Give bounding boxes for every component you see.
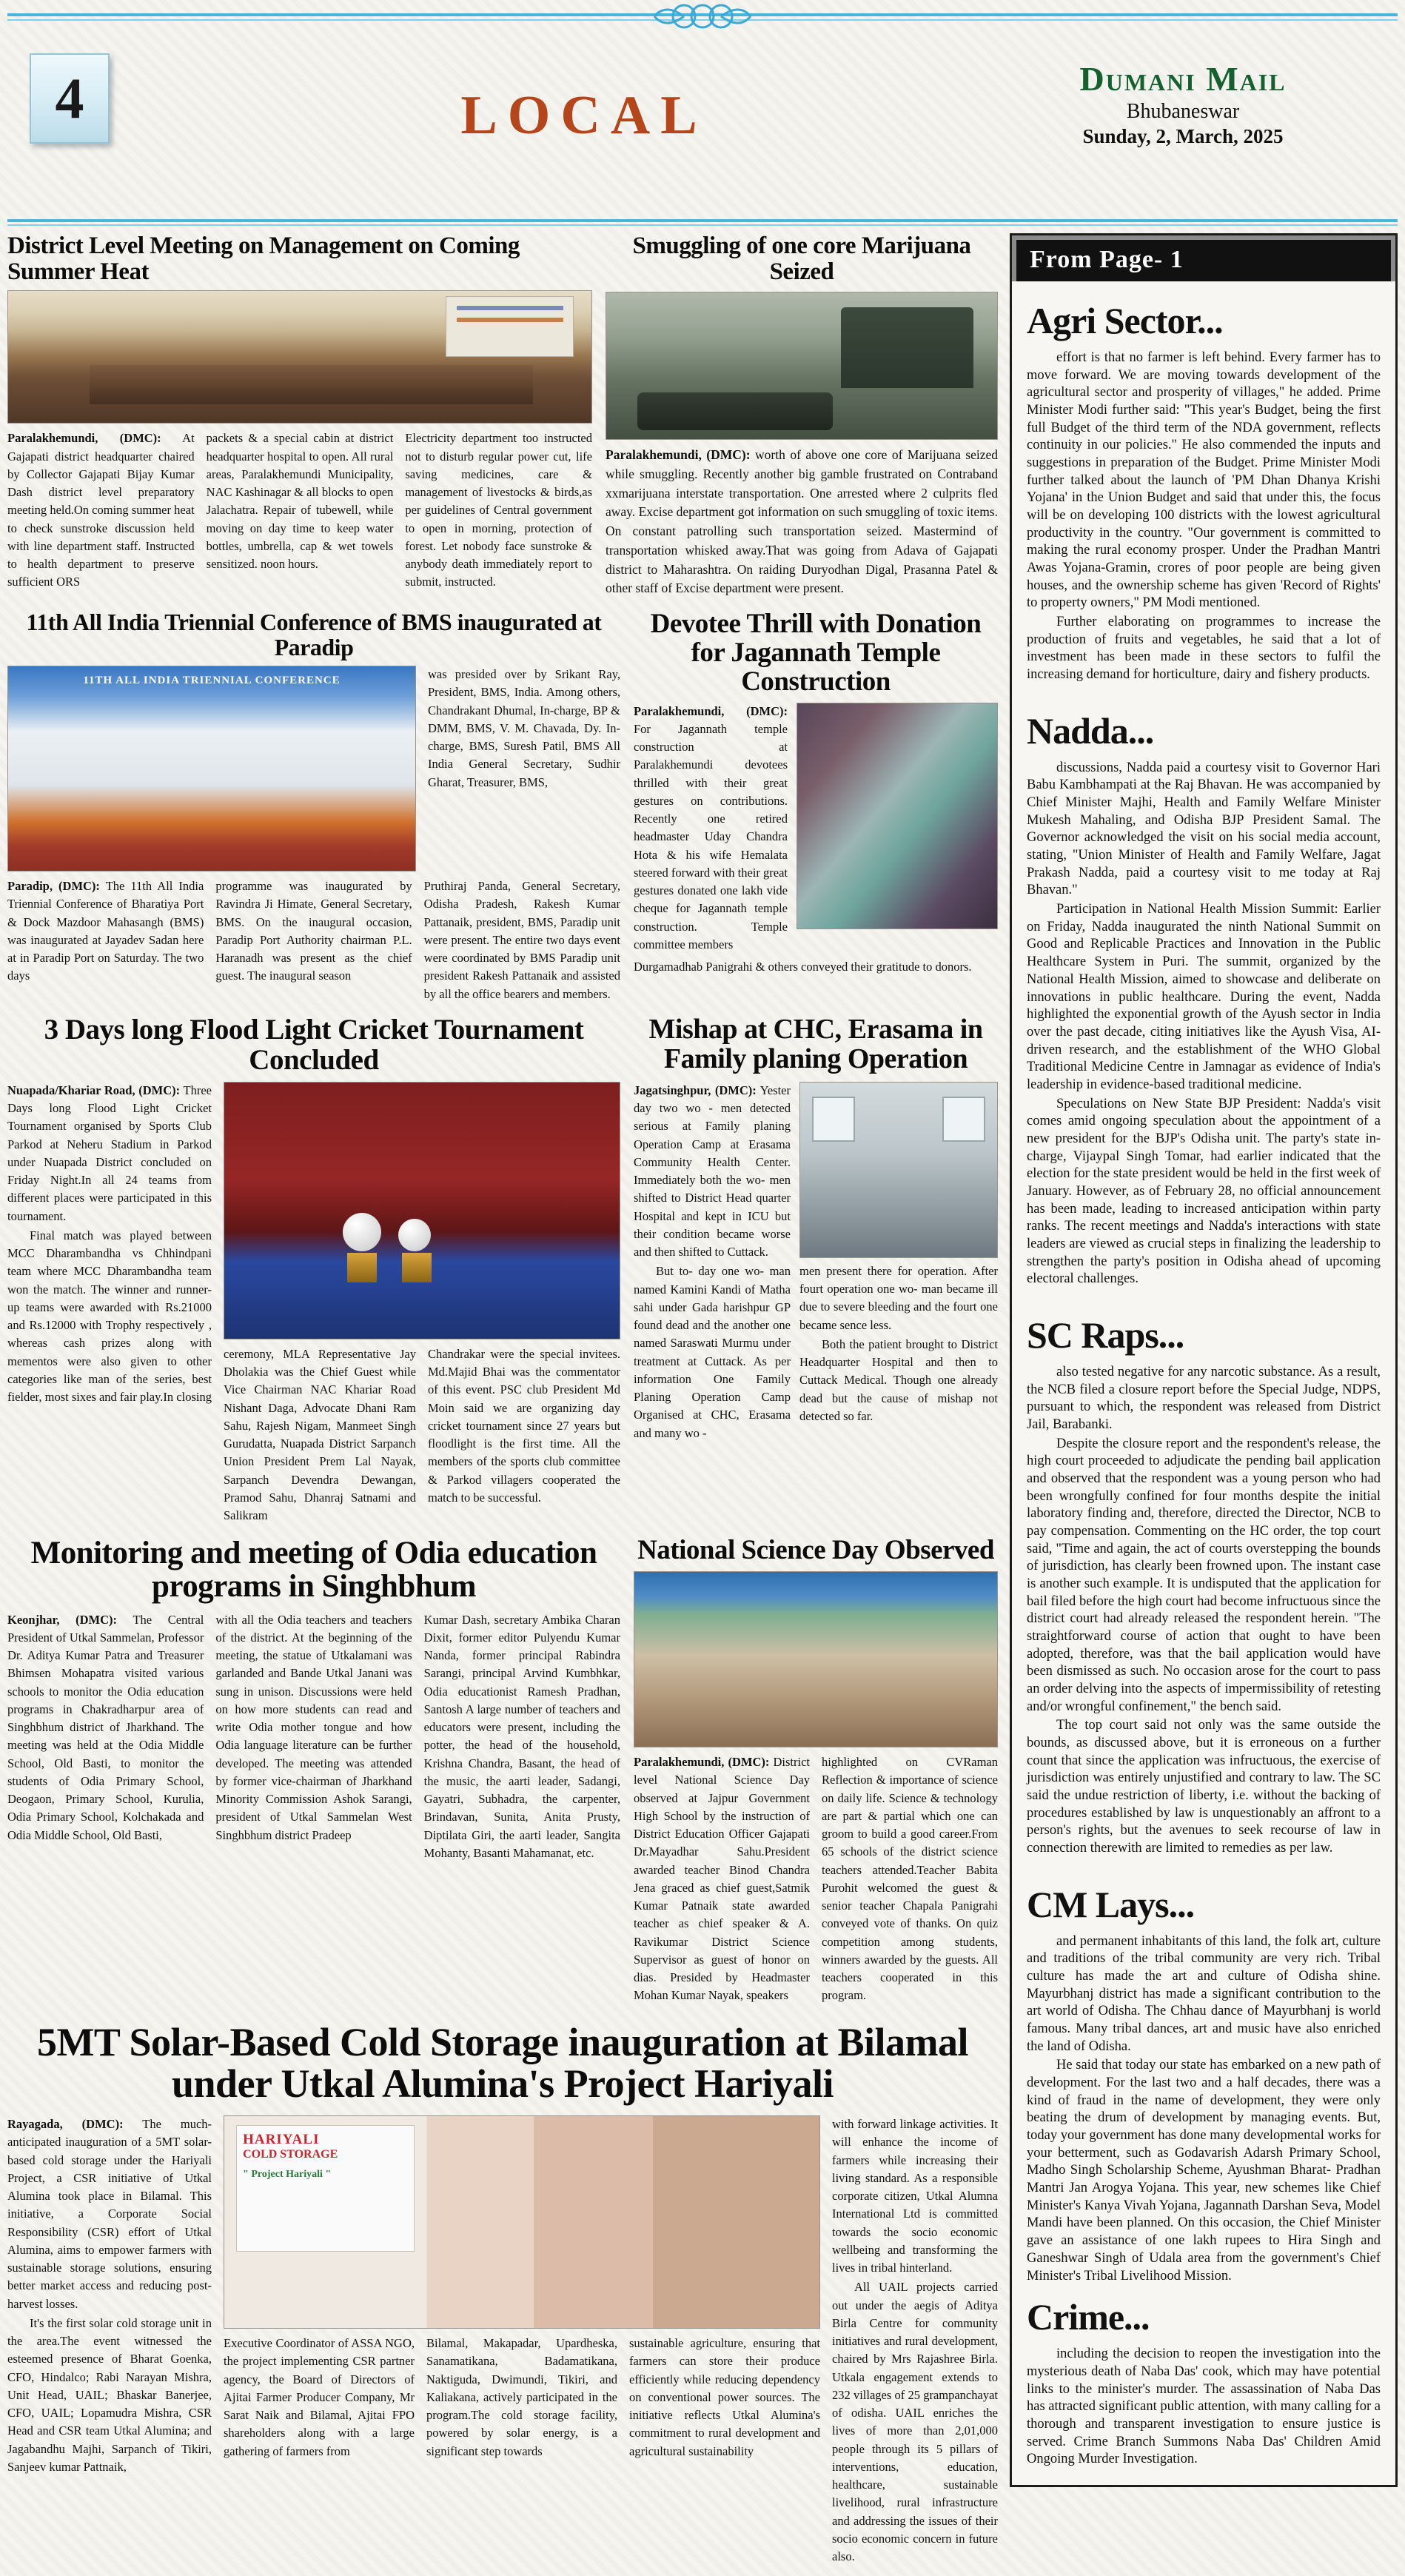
masthead-block — [976, 40, 1390, 148]
column-text: Three Days long Flood Light Cricket Tournament organised by Sports Club Parkod at Neheru Stadium in Parkod under Nuapada District concluded on Friday Night.In all 24 teams from different places were participated in this tournament. — [7, 1083, 212, 1223]
column-paragraph-2: All UAIL projects carried out under the aegis of Aditya Birla Centre for community initiatives and rural development, chaired by Mrs Rajashree Birla. Utkala engagement extends to 232 villages of 25 grampanchayat of odisha. UAIL enriches the lives of more than 2,01,000 people through its 5 pillars of interventions, education, healthcare, sustainable livelihood, rural infrastructure and addressing the issues of their socio economic concern in future also. — [832, 2280, 998, 2564]
continuation-title-crime: Crime... — [1027, 2296, 1150, 2338]
science-day-photo — [634, 1571, 998, 1747]
article-column-1 — [634, 1753, 810, 2005]
masthead-title: Dumani Mail — [1079, 60, 1287, 98]
continuation-paragraph: Participation in National Health Mission Summit: Earlier on Friday, Nadda inaugurated the ninth National Summit on Good and Replicable Practices and Innovation in the Public Healthcare System in Puri. The summit, organized by the National Health Mission, aimed to showcase and deliberate on innovations in public healthcare. During the event, Nadda highlighted the exponential growth of the Ayush sector in India over the past decade, citing initiatives like the Ayush Visa, AI-driven research, and the establishment of the WHO Global Traditional Medicine Centre in Jamnagar as evidence of India's leadership in evidence-based traditional medicine. — [1027, 902, 1381, 1092]
bms-photo-and-side-column — [7, 666, 620, 872]
bms-conference-photo — [7, 666, 416, 872]
article-columns — [7, 877, 620, 1003]
article-column-2: programme was inaugurated by Ravindra Ji Himate, General Secretary, BMS. On the inaugural occasion, Paradip Port Authority chairman P.L. Haranadh was present as the chief guest. The inaugural season — [215, 879, 412, 983]
article-column-1 — [634, 1082, 791, 1442]
cold-storage-photo — [224, 2115, 820, 2329]
solar-photo-block — [224, 2115, 820, 2566]
article-headline: 11th All India Triennial Conference of BMS inaugurated at Paradip — [26, 609, 602, 660]
column-paragraph-2: Final match was played between MCC Dharambandha vs Chhindpani team where MCC Dharambandha team won the match. The winner and runner-up teams were awarded with Rs.21000 and Rs.12000 with Trophy respectively , whereas cash prizes along with mementos were also given to other categories like man of the series, best fielder, most sixes and fair play.In closing — [7, 1228, 212, 1405]
article-column-3: Kumar Dash, secretary Ambika Charan Dixit, former editor Pulyendu Kumar Nanda, former principal Rabindra Sarangi, principal Arvind Kumbhkar, Odia educationist Ramesh Pradhan, Santosh A large number of teachers and educators were present, including the potter, the head of the household, Krishna Chandra, Basant, the head of the music, the aarti leader, Sadangi, Gayatri, Subhadra, the carpenter, Brindavan, Sunita, Anita Prusty, Diptilata Giri, the aarti leader, Sangita Mohanty, Basanti Mahamanat, etc. — [423, 1612, 620, 1860]
from-page1-body — [1012, 281, 1395, 2485]
article-column-1 — [634, 703, 788, 954]
photo-window-shape-2 — [942, 1097, 986, 1142]
knot-ornament-icon — [632, 0, 773, 34]
marijuana-seizure-photo — [606, 292, 998, 440]
solar-photo-banner — [236, 2125, 415, 2252]
bms-photo-banner: 11TH ALL INDIA TRIENNIAL CONFERENCE — [83, 675, 341, 687]
article-side-column: was presided over by Srikant Ray, President, BMS, India. Among others, Chandrakant Dhumal, In-charge, BP & DMM, BMS, V. M. Chavada, Dy. In-charge, BMS, Suresh Patil, BMS All India General Secretary, Sudhir Gharat, Treasurer, BMS, — [428, 667, 620, 789]
article-column-1 — [7, 1611, 204, 1863]
article-column-4: sustainable agriculture, ensuring that farmers can store their produce efficiently while reducing dependency on conventional power sources. The initiative reflects Utkal Alumina's commitment to rural development and agricultural sustainability — [629, 2336, 820, 2458]
devotee-text-and-photo — [634, 703, 998, 954]
article-column-2: packets & a special cabin at district headquarter hospital to open. All rural areas, Paralakhemundi Municipality, NAC Kashinagar & all blocks to open Jalachatra. Repair of tubewell, while moving on day time to keep water bottles, umbrella, cap & wet towels sensitized. noon hours. — [206, 431, 394, 572]
continuation-title-nadda: Nadda... — [1027, 709, 1154, 752]
column-text: For Jagannath temple construction at Paralakhemundi devotees thrilled with their great gestures on contributions. Recently one retired headmaster Uday Chandra Hota & his wife Hemalata steered forward with their great gestures donated one lakh vide cheque for Jagannath temple construction. Temple committee members — [634, 721, 788, 951]
dateline: Keonjhar, (DMC): — [7, 1612, 118, 1627]
page-number-box — [30, 53, 110, 144]
column-text: Yester day two wo - men detected serious at Family planing Operation Camp at Erasama Community Health Center. Immediately both the wo- men shifted to District Head quarter Hospital and kept in ICU but their condition became worse and then shifted to Cuttack. — [634, 1083, 791, 1259]
article-column-2: Executive Coordinator of ASSA NGO, the project implementing CSR partner agency, the Board of Directors of Ajitai Farmer Producer Company, Mr Sarat Naik and Bilamal, Ajitai FPO shareholders along with a large gathering of farmers from — [224, 2336, 415, 2458]
column-paragraph-1 — [7, 1082, 212, 1225]
mishap-photo-block — [799, 1082, 998, 1442]
article-column-1 — [7, 1082, 212, 1525]
article-headline: Monitoring and meeting of Odia education programs in Singhbhum — [30, 1536, 597, 1605]
trophy-base-shape — [347, 1253, 377, 1282]
ambulance-photo — [799, 1082, 998, 1258]
continuation-paragraph: Despite the closure report and the respondent's release, the high court proceeded to adjudicate the pending bail application and observed that the respondent was a young person who had been wrongfully confined for four months despite the initial laboratory finding and, therefore, directed the Director, NCB to pay compensation. Commenting on the HC order, the top court said, "Time and again, the act of courts overstepping the bounds of jurisdiction, has clearly been frowned upon. The instant case is another such example. It is undisputed that the application for bail filed before the high court had become infructuous since the district court had already released the respondent herein. "The straightforward course of action that ought to have been adopted, therefore, was that the bail application would have been dismissed as such. No occasion arose for the court to pass an order delving into the aspects of impermissibility of retesting and/or wrongful confinement," the bench said. — [1027, 1436, 1381, 1714]
article-headline: National Science Day Observed — [637, 1535, 994, 1566]
photo-table-shape — [90, 365, 533, 404]
article-headline: Devotee Thrill with Donation for Jagannath Temple Construction — [650, 609, 982, 697]
article-column-2: ceremony, MLA Representative Jay Dholakia was the Chief Guest while Vice Chairman NAC Khariar Road Nishant Daga, Advocate Dhani Ram Sahu, Rajesh Nigam, Manmeet Singh Gurudatta, Nuapada District Sarpanch Union President Prem Lal Nayak, Sarpanch Devendra Dewangan, Pramod Sahu, Dhanraj Satnami and Salikram — [224, 1346, 416, 1523]
solar-lower-columns — [224, 2335, 820, 2460]
column-text: At Gajapati district headquarter chaired by Collector Gajapati Bijay Kumar Dash district level preparatory meeting held.On coming summer heat to check sunstroke discussion held with line department staff. Instructed to health department to preserve sufficient ORS — [7, 431, 195, 589]
dateline: Nuapada/Khariar Road, (DMC): — [7, 1083, 181, 1097]
from-page1-column — [1010, 233, 1398, 2487]
column-text: The 11th All India Triennial Conference of Bharatiya Port & Dock Mazdoor Mahasangh (BMS) was inaugurated at Jayadev Sadan here at in Paradip Port on Saturday. The two days — [7, 879, 204, 983]
dateline: Paralakhemundi, (DMC): — [634, 1755, 770, 1770]
article-column-2: highlighted on CVRaman Reflection & importance of science on daily life. Science & technology are part & partial which one can groom to build a good career.From 65 schools of the district science teachers attended.Teacher Babita Purohit welcomed the guest & senior teacher Chapala Panigrahi conveyed vote of thanks. On quiz competition among students, winners awarded by the guests. All teachers cooperated in this program. — [822, 1755, 998, 2003]
continuation-paragraph: effort is that no farmer is left behind. Every farmer has to move forward. We are moving towards development of the agricultural sector and prosperity of villages," he added. Prime Minister Modi further said: "This year's Budget, being the first full Budget of the third term of the NDA government, reflects continuity in our policies." He also commended the inputs and suggestions in preparation of the Budget. Prime Minister Modi further talked about the launch of 'PM Dhan Dhanya Krishi Yojana' in the Union Budget and said that under this, the focus will be on developing 100 districts with the lowest agricultural productivity in the country. "Our government is committed to making the rural economy prosper. Under the Pradhan Mantri Awas Yojana-Gramin, crores of poor people are being given houses, and the ownership scheme has given 'Record of Rights' to property owners," PM Modi mentioned. — [1027, 350, 1381, 611]
article-headline: 3 Days long Flood Light Cricket Tournament Concluded — [44, 1013, 584, 1076]
solar-columns-and-photo — [7, 2115, 998, 2566]
photo-sacks-shape — [637, 392, 833, 430]
article-column-3: Pruthiraj Panda, General Secretary, Odisha Pradesh, Rakesh Kumar Pattanaik, president, BMS, Paradip unit were present. The entire two days event were coordinated by BMS Paradip unit president Rakesh Pattanaik and assisted by all the office bearers and members. — [423, 879, 620, 1001]
cricket-trophies-photo — [224, 1082, 620, 1339]
article-solar-cold-storage — [7, 2017, 998, 2566]
continuation-title-cm-lays: CM Lays... — [1027, 1883, 1195, 1925]
continuation-title-sc-raps: SC Raps... — [1027, 1314, 1184, 1356]
article-headline: Smuggling of one core Marijuana Seized — [632, 232, 971, 285]
article-column-1 — [7, 429, 195, 591]
banner-line-3: " Project Hariyali " — [243, 2168, 332, 2180]
photo-truck-shape — [841, 307, 974, 388]
dateline: Paralakhemundi, (DMC): — [7, 431, 161, 446]
article-column-1 — [7, 877, 204, 1003]
article-row-3 — [7, 1015, 998, 1525]
banner-line-1: HARIYALI — [243, 2131, 320, 2147]
continuation-paragraph: including the decision to reopen the investigation into the mysterious death of Naba Das' cook, which may have potential links to the minister's murder. The assassination of Naba Das has attracted significant public attention, with many calling for a thorough and transparent investigation to ensure justice is served. Crime Branch Summons Naba Das' Children Amid Ongoing Murder Investigation. — [1027, 2346, 1381, 2467]
mishap-text-and-photo — [634, 1082, 998, 1442]
article-cricket-tournament — [7, 1015, 620, 1525]
article-headline: District Level Meeting on Management on Coming Summer Heat — [7, 232, 520, 285]
trophy-base-shape-2 — [402, 1253, 432, 1282]
section-title: LOCAL — [460, 85, 708, 146]
article-odia-education — [7, 1536, 620, 2004]
article-row-1 — [7, 233, 998, 598]
article-temple-donation — [634, 610, 998, 1003]
cricket-lower-columns — [224, 1345, 620, 1525]
article-row-2 — [7, 610, 998, 1003]
main-articles-zone — [7, 233, 998, 2566]
article-marijuana-seized — [606, 233, 998, 598]
dateline: Paralakhemundi, (DMC): — [634, 703, 788, 718]
cricket-columns-and-photo — [7, 1082, 620, 1525]
cricket-photo-block — [224, 1082, 620, 1525]
body-text: worth of above one core of Marijuana seized while smuggling. Recently another big gamble frustrated on Contraband xxmarijuana interstate transportation. One arrested where 2 culprits fled away. Excise department got information on such smuggling of toxic items. On constant patrolling such transportation seized. Mastermind of transportation whisked away.That was going from Adava of Gajapati district to Maharashtra. On raiding Duryodhan Digal, Prasanna Patel & other staff of Excise department were present. — [606, 447, 999, 596]
temple-donation-photo — [797, 703, 998, 929]
dateline: Paradip, (DMC): — [7, 879, 100, 894]
column-paragraph-1 — [7, 2115, 212, 2313]
continuation-paragraph: Speculations on New State BJP President: Nadda's visit comes amid ongoing speculation about the appointment of a new president for the BJP's Odisha unit. The party's state in-charge, Vijaypal Singh Tomar, had earlier indicated that the election for the state president would be held in the first week of January. However, as of February 28, no official announcement has been made, leading to increased anticipation within party ranks. The recent meetings and Nadda's interactions with state leaders are viewed as crucial steps in finalizing the leadership to strengthen the party's position in Odisha ahead of upcoming electoral challenges. — [1027, 1096, 1381, 1287]
article-column-3: Chandrakar were the special invitees. Md.Majid Bhai was the commentator of this event. PSC club President Md Moin said we are organizing day cricket tournament since 27 years but floodlight is the first time. All the members of the sports club committee & Parkod villagers cooperated the match to be successful. — [428, 1346, 620, 1505]
article-columns — [7, 1611, 620, 1863]
column-text: The Central President of Utkal Sammelan, Professor Dr. Aditya Kumar Patra and Treasurer Bhimsen Mohapatra visited various schools to monitor the Odia education programs in Chakradharpur area of Singhbhum district of Jharkhand. The meeting was held at the Odia Middle School, Old Basti, to monitor the students of Odia Primary School, Deogaon, Primary School, Kurulia, Odia Primary School, Kolchakada and Odia Middle School, Old Basti, — [7, 1612, 204, 1842]
column-paragraph-1: with forward linkage activities. It will enhance the income of farmers while increasing their living standard. As a responsible corporate citizen, Utkal Alumna International Ltd is committed towards the socio economic wellbeing and transforming the lives in tribal hinterland. — [832, 2117, 998, 2275]
continuation-paragraph: also tested negative for any narcotic substance. As a result, the NCB filed a closure report before the Special Judge, NDPS, pursuant to which, the respondent was released from District Jail, Barabanki. — [1027, 1364, 1381, 1432]
article-headline: 5MT Solar-Based Cold Storage inauguration at Bilamal under Utkal Alumina's Project Hariyali — [36, 2019, 969, 2107]
dateline: Rayagada, (DMC): — [7, 2117, 124, 2132]
header-divider — [7, 219, 1398, 226]
from-page1-tag: From Page- 1 — [1012, 235, 1395, 281]
column-text: The much-anticipated inauguration of a 5MT solar-based cold storage under the Hariyali Project, a CSR initiative of Utkal Alumina took place in Bilamal. This initiative, a Corporate Social Responsibility (CSR) effort of Utkal Alumina, aims to empower farmers with sustainable storage solutions, ensuring better market access and reducing post-harvest losses. — [7, 2117, 212, 2311]
continuation-paragraph: The top court said not only was the same outside the bounds, as discussed above, but it is erroneous on a further count that since the application was infructuous, the exercise of jurisdiction was entirely unjustified and contrary to law. The SC said the undue restriction of liberty, i.e. without the backing of procedures established by law is unquestionably an affront to a person's rights, but the avenues to seek recourse of law in connection therewith are limited to remedies as per law. — [1027, 1718, 1381, 1856]
article-column-3: Bilamal, Makapadar, Upardheska, Sanamatikana, Badamatikana, Naktiguda, Dwimundi, Tikiri, and Kaliakana, actively participated in the program.The cold storage facility, powered by solar energy, is a significant step towards — [426, 2336, 617, 2458]
page-content — [7, 233, 1398, 2566]
masthead-date: Sunday, 2, March, 2025 — [1082, 125, 1284, 147]
article-column-3: Electricity department too instructed not to disturb regular power cut, life saving medicines, care & management of livestocks & birds,as per guidelines of Central government to open in morning, protection of forest. Let nobody face sunstroke & anybody death immediately report to submit, instructed. — [405, 431, 592, 589]
article-headline: Mishap at CHC, Erasama in Family planing Operation — [648, 1013, 983, 1074]
article-tail-line: Durgamadhab Panigrahi & others conveyed their gratitude to donors. — [634, 960, 972, 974]
dateline: Paralakhemundi, (DMC): — [606, 447, 751, 463]
article-column-2b: Both the patient brought to District Headquarter Hospital and then to Cuttack Medical. Though one already dead but the cause of mishap not detected so far. — [799, 1336, 998, 1423]
article-columns — [634, 1753, 998, 2005]
continuation-paragraph: and permanent inhabitants of this land, the folk art, culture and traditions of the tribal community are very rich. Tribal culture has made the art and culture of Odisha shine. Mayurbhanj district has made a significant contribution to the art world of Odisha. The Chhau dance of Mayurbhanj is world famous. Many tribal dances, art and music have also enriched the land of Odisha. — [1027, 1933, 1381, 2054]
article-columns — [7, 429, 592, 591]
column-text: District level National Science Day observed at Jajpur Government High School by the instruction of District Education Officer Gajapati Dr.Mayadhar Sahu.President awarded teacher Binod Chandra Jena graced as chief guest,Satmik Kumar Patnaik state awarded teacher as chief speaker & A. Ravikumar District Science Supervisor as guest of honor on dias. Presided by Headmaster Mohan Kumar Nayak, speakers — [634, 1755, 810, 2003]
column-paragraph-1 — [634, 1082, 791, 1262]
article-chc-mishap — [634, 1015, 998, 1525]
top-decorative-rules — [7, 0, 1398, 34]
article-science-day — [634, 1536, 998, 2004]
continuation-title-agri-sector: Agri Sector... — [1027, 300, 1223, 341]
column-paragraph-2: It's the first solar cold storage unit in the area.The event witnessed the esteemed presence of Bharat Goenka, CFO, Hindalco; Rabi Narayan Mishra, Unit Head, UAIL; Bhaskar Banerjee, CFO, UAIL; Lopamudra Mishra, CSR Head and CSR team Utkal Alumina; and Jagabandhu Majhi, Sarpanch of Tikiri, Sanjeev kumar Pattnaik, — [7, 2315, 212, 2474]
article-column-1 — [7, 2115, 212, 2566]
article-bms-conference — [7, 610, 620, 1003]
banner-line-2: COLD STORAGE — [243, 2147, 338, 2161]
photo-banner-shape — [446, 296, 574, 357]
continuation-paragraph: Further elaborating on programmes to increase the production of fruits and vegetables, he said that a lot of investment has been made in these sectors to fulfil the increasing demand for horticulture, dairy and fishery products. — [1027, 615, 1381, 683]
summer-meeting-photo — [7, 290, 592, 424]
column-paragraph-2: But to- day one wo- man named Kamini Kandi of Matha sahi under Gada harishpur GP found dead and the another one named Saraswati Murmu under treatment at Cuttack. As per information One Family Planing Operation Camp Organised at CHC, Erasama and many wo - — [634, 1264, 791, 1440]
article-column-2: with all the Odia teachers and teachers of the district. At the beginning of the meeting, the statue of Utkalamani was garlanded and Bande Utkal Janani was sung in unison. Discussions were held on how more students can read and write Odia mother tongue and how Odia language literature can be further developed. The meeting was attended by former vice-chairman of Jharkhand Minority Commission Ashok Sarangi, president of Utkal Sammelan West Singhbhum district Pradeep — [215, 1612, 412, 1842]
trophy-shape-2 — [398, 1219, 431, 1251]
article-row-4 — [7, 1536, 998, 2004]
article-body — [606, 446, 998, 598]
masthead-city: Bhubaneswar — [1126, 100, 1240, 123]
article-column-5 — [832, 2115, 998, 2566]
article-summer-heat — [7, 233, 592, 598]
page-number: 4 — [55, 66, 84, 130]
continuation-paragraph: He said that today our state has embarked on a new path of development. For the last two and a half decades, there was a kind of fraud in the name of development, they were only beating the drum of development by managing events. But, today your government has done many developmental works for your betterment, such as Godavarish Adarsh Primary School, Madho Singh Scholarship Scheme, Ayushman Bharat- Pradhan Mantri Jan Arogya Yojana. This year, new schemes like Chief Minister's Kanya Vivah Yojana, Jagannath Darshan Seva, Model Mandi have been planned. On this occasion, the Chief Minister gave an assistance of one lakh rupees to Hira Singh and Ganeshwar Singh of Udala area from the government's Chief Minister's Tribal Livelihood Mission. — [1027, 2058, 1381, 2284]
dateline: Jagatsinghpur, (DMC): — [634, 1083, 757, 1097]
trophy-shape — [343, 1213, 381, 1251]
article-column-2: men present there for operation. After fourt operation one wo- man became ill due to severe bleeding and the fourt one became sence less. — [799, 1263, 998, 1332]
photo-window-shape — [812, 1097, 856, 1142]
page-header — [7, 34, 1398, 219]
continuation-paragraph: discussions, Nadda paid a courtesy visit to Governor Hari Babu Kambhampati at the Raj Bhavan. He was accompanied by Chief Minister Majhi, Health and Family Welfare Minister Mukesh Mahaling, and Odisha BJP President Samal. The Governor acknowledged the visit on his social media account, stating, "Union Minister of Health and Family Welfare, Jagat Prakash Nadda, paid a courtesy visit to me today at Raj Bhavan." — [1027, 760, 1381, 898]
